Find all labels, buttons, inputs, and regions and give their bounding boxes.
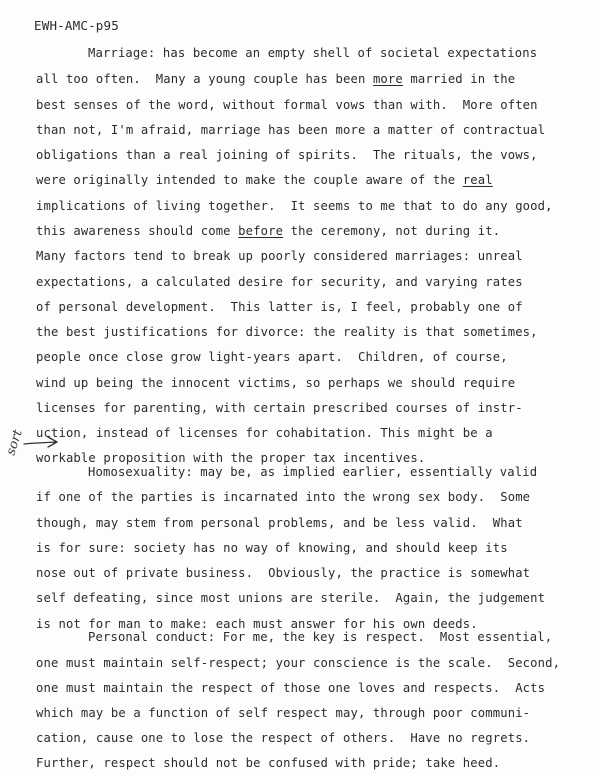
text-line (36, 72, 515, 86)
text-line (36, 350, 508, 364)
text-segment: Further, respect should not be confused with pride; take heed. (36, 756, 501, 770)
text-segment: one must maintain self-respect; your conscience is the scale. Second, (36, 656, 561, 670)
text-line (88, 46, 537, 60)
text-line (36, 98, 538, 112)
text-line (36, 756, 500, 770)
text-line (36, 451, 425, 465)
text-segment: of personal development. This latter is, I feel, probably one of (36, 300, 523, 314)
text-line (36, 426, 493, 440)
text-line (36, 516, 523, 530)
underlined-word: before (238, 224, 284, 238)
text-segment: is for sure: society has no way of knowing, and should keep its (36, 541, 508, 555)
text-segment: Marriage: has become an empty shell of societal expectations (88, 46, 538, 60)
text-line (36, 541, 508, 555)
text-segment: is not for man to make: each must answer for his own deeds. (36, 617, 478, 631)
text-line (36, 275, 523, 289)
arrow-right-icon (24, 437, 57, 447)
text-segment: than not, I'm afraid, marriage has been more a matter of contractual (36, 123, 546, 137)
text-line (36, 123, 545, 137)
text-line (36, 706, 530, 720)
text-segment: married in the (402, 72, 516, 86)
text-segment: if one of the parties is incarnated into the wrong sex body. Some (36, 490, 531, 504)
text-line (36, 566, 530, 580)
text-line (36, 173, 493, 187)
text-line (36, 249, 523, 263)
text-line (36, 401, 523, 415)
text-segment: this awareness should come (36, 224, 239, 238)
text-line (36, 617, 478, 631)
text-segment: though, may stem from personal problems, and be less valid. What (36, 516, 523, 530)
text-segment: licenses for parenting, with certain prescribed courses of instr- (36, 401, 523, 415)
text-line (36, 376, 515, 390)
text-line (36, 300, 523, 314)
text-segment: were originally intended to make the couple aware of the (36, 173, 463, 187)
document-header: EWH-AMC-p95 (34, 18, 119, 33)
text-segment: obligations than a real joining of spirits. The rituals, the vows, (36, 148, 538, 162)
text-line (36, 325, 538, 339)
text-segment: wind up being the innocent victims, so perhaps we should require (36, 376, 516, 390)
text-line (36, 681, 545, 695)
text-segment: the ceremony, not during it. (283, 224, 501, 238)
text-segment: expectations, a calculated desire for security, and varying rates (36, 275, 523, 289)
text-segment: uction, instead of licenses for cohabitation. This might be a (36, 426, 493, 440)
text-segment: all too often. Many a young couple has been (36, 72, 373, 86)
text-line (36, 591, 545, 605)
text-line (36, 148, 538, 162)
text-line (88, 630, 552, 644)
text-line (36, 224, 500, 238)
text-segment: workable proposition with the proper tax incentives. (36, 451, 426, 465)
margin-note-sort-arrow-icon (4, 412, 60, 462)
text-segment: the best justifications for divorce: the reality is that sometimes, (36, 325, 538, 339)
text-segment: Many factors tend to break up poorly considered marriages: unreal (36, 249, 523, 263)
margin-note-text: sort (4, 427, 26, 458)
text-segment: self defeating, since most unions are sterile. Again, the judgement (36, 591, 546, 605)
text-segment: nose out of private business. Obviously, the practice is somewhat (36, 566, 531, 580)
text-line (36, 656, 560, 670)
text-segment: best senses of the word, without formal vows than with. More often (36, 98, 538, 112)
underlined-word: real (462, 173, 493, 187)
text-segment: cation, cause one to lose the respect of others. Have no regrets. (36, 731, 531, 745)
text-segment: people once close grow light-years apart. Children, of course, (36, 350, 508, 364)
text-segment: Personal conduct: For me, the key is respect. Most essential, (88, 630, 553, 644)
text-line (36, 731, 530, 745)
text-segment: which may be a function of self respect may, through poor communi- (36, 706, 531, 720)
underlined-word: more (372, 72, 403, 86)
text-line (88, 465, 537, 479)
text-segment: Homosexuality: may be, as implied earlier, essentially valid (88, 465, 538, 479)
text-line (36, 199, 553, 213)
text-segment: implications of living together. It seems to me that to do any good, (36, 199, 553, 213)
text-line (36, 490, 530, 504)
text-segment: one must maintain the respect of those one loves and respects. Acts (36, 681, 546, 695)
